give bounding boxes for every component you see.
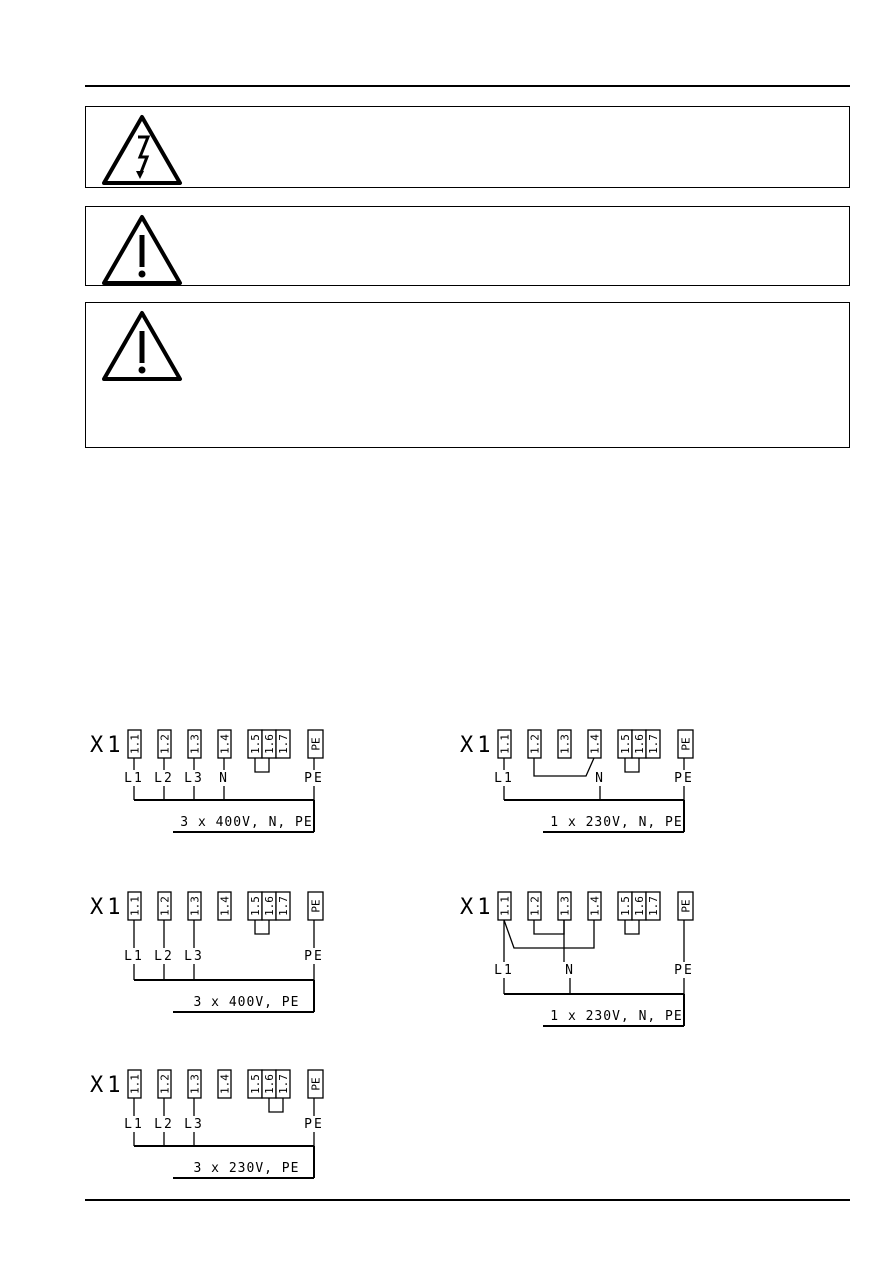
line-label: PE [674, 771, 694, 786]
line-label: PE [304, 949, 324, 964]
terminal-label: 1.4 [588, 896, 602, 916]
terminal-label: 1.7 [647, 734, 660, 754]
terminal-label: 1.5 [619, 896, 632, 916]
supply-label: 3 x 400V, N, PE [180, 815, 313, 830]
line-label: PE [304, 771, 324, 786]
terminal-label: 1.3 [188, 896, 202, 916]
terminal-label: 1.4 [588, 734, 602, 754]
terminal-label: PE [679, 737, 693, 751]
terminal-label: 1.4 [218, 734, 232, 754]
terminal-label: 1.6 [263, 734, 276, 754]
line-label: L2 [154, 771, 174, 786]
terminal-label: 1.4 [218, 1074, 232, 1094]
terminal-label: PE [679, 899, 693, 913]
terminal-label: 1.5 [249, 896, 262, 916]
terminal-label: 1.2 [158, 734, 172, 754]
bridge-wire [534, 920, 564, 934]
terminal-label: 1.7 [647, 896, 660, 916]
terminal-label: 1.3 [188, 734, 202, 754]
supply-label: 3 x 400V, PE [193, 995, 300, 1010]
wiring-diagram [90, 1070, 324, 1178]
terminal-label: 1.7 [277, 896, 290, 916]
line-label: L1 [124, 771, 144, 786]
terminal-label: 1.1 [128, 734, 142, 754]
terminal-block-label: X1 [460, 733, 495, 758]
terminal-label: 1.2 [528, 734, 542, 754]
bridge-wire [255, 758, 269, 772]
line-label: L1 [494, 771, 514, 786]
supply-label: 1 x 230V, N, PE [550, 815, 683, 830]
terminal-label: 1.5 [619, 734, 632, 754]
terminal-block-label: X1 [460, 895, 495, 920]
terminal-label: 1.1 [498, 734, 512, 754]
wiring-diagram [90, 730, 324, 832]
terminal-label: 1.3 [558, 896, 572, 916]
bottom-rule [85, 1199, 850, 1201]
bridge-wire [255, 920, 269, 934]
line-label: N [595, 771, 605, 786]
terminal-label: PE [309, 737, 323, 751]
wiring-diagram [90, 892, 324, 1012]
terminal-block-label: X1 [90, 1073, 125, 1098]
line-label: L2 [154, 1117, 174, 1132]
terminal-block-label: X1 [90, 895, 125, 920]
terminal-label: PE [309, 899, 323, 913]
terminal-label: 1.1 [128, 896, 142, 916]
terminal-label: 1.2 [528, 896, 542, 916]
terminal-label: 1.6 [633, 896, 646, 916]
line-label: L1 [124, 949, 144, 964]
bridge-wire [269, 1098, 283, 1112]
terminal-label: 1.4 [218, 896, 232, 916]
bridge-wire [534, 758, 594, 776]
terminal-label: 1.2 [158, 1074, 172, 1094]
bridge-wire [625, 758, 639, 772]
wiring-diagram [460, 892, 694, 1026]
terminal-label: 1.5 [249, 1074, 262, 1094]
terminal-label: 1.1 [128, 1074, 142, 1094]
terminal-label: 1.5 [249, 734, 262, 754]
line-label: PE [304, 1117, 324, 1132]
line-label: L2 [154, 949, 174, 964]
line-label: L3 [184, 949, 204, 964]
terminal-label: 1.6 [263, 1074, 276, 1094]
line-label: PE [674, 963, 694, 978]
terminal-label: 1.6 [633, 734, 646, 754]
line-label: L1 [494, 963, 514, 978]
terminal-block-label: X1 [90, 733, 125, 758]
line-label: L1 [124, 1117, 144, 1132]
line-label: N [219, 771, 229, 786]
supply-label: 1 x 230V, N, PE [550, 1009, 683, 1024]
terminal-label: 1.6 [263, 896, 276, 916]
terminal-label: 1.7 [277, 734, 290, 754]
terminal-label: 1.2 [158, 896, 172, 916]
terminal-label: PE [309, 1077, 323, 1091]
line-label: L3 [184, 1117, 204, 1132]
bridge-wire [625, 920, 639, 934]
supply-label: 3 x 230V, PE [193, 1161, 300, 1176]
terminal-label: 1.7 [277, 1074, 290, 1094]
terminal-label: 1.3 [188, 1074, 202, 1094]
wiring-diagram [460, 730, 694, 832]
line-label: L3 [184, 771, 204, 786]
terminal-label: 1.1 [498, 896, 512, 916]
terminal-label: 1.3 [558, 734, 572, 754]
line-label: N [565, 963, 575, 978]
